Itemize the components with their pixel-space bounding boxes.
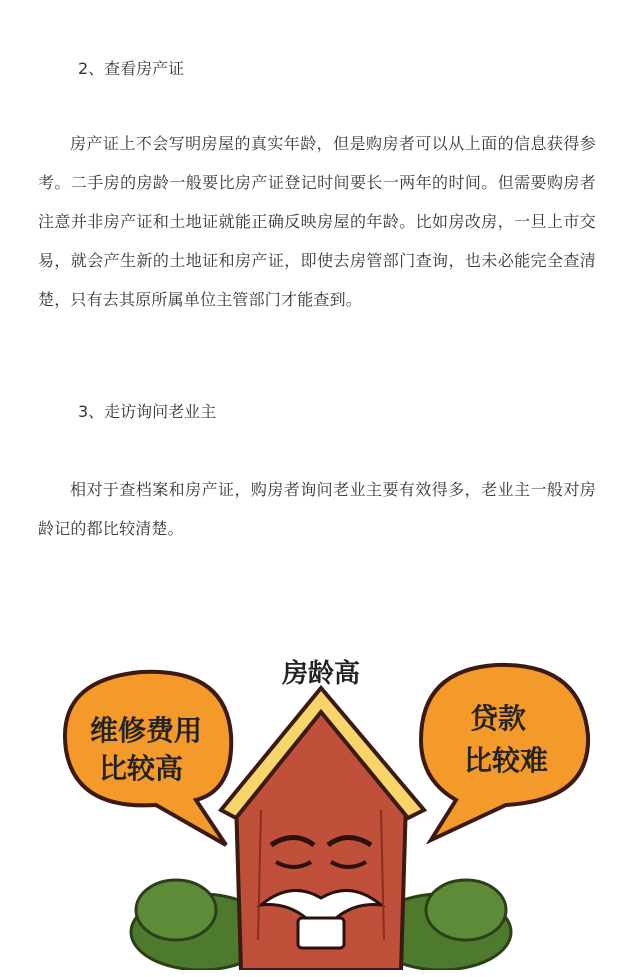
left-bubble-line-1: 维修费用 <box>89 714 203 747</box>
sad-house <box>221 688 424 970</box>
left-bubble-line-2: 比较高 <box>98 752 184 785</box>
right-speech-bubble <box>421 665 588 840</box>
paragraph-ask-owner: 相对于查档案和房产证，购房者询问老业主要有效得多，老业主一般对房龄记的都比较清楚。 <box>38 480 596 538</box>
right-bubble-line-1: 贷款 <box>469 702 527 735</box>
section-heading-ask-owner: 3、走访询问老业主 <box>78 402 217 421</box>
house-age-illustration <box>36 640 602 970</box>
right-bubble-line-2: 比较难 <box>463 744 549 777</box>
roof-label: 房龄高 <box>281 659 361 689</box>
left-speech-bubble <box>65 672 231 845</box>
paragraph-certificate: 房产证上不会写明房屋的真实年龄，但是购房者可以从上面的信息获得参考。二手房的房龄一般要比房产证登记时间要长一两年的时间。但需要购房者注意并非房产证和土地证就能正确反映房屋的年龄。比如房改房，一旦上市交易，就会产生新的土地证和房产证，即使去房管部门查询，也未必能完全查清楚，只有去其原所属单位主管部门才能查到。 <box>38 134 596 309</box>
section-heading-check-certificate: 2、查看房产证 <box>78 59 185 78</box>
